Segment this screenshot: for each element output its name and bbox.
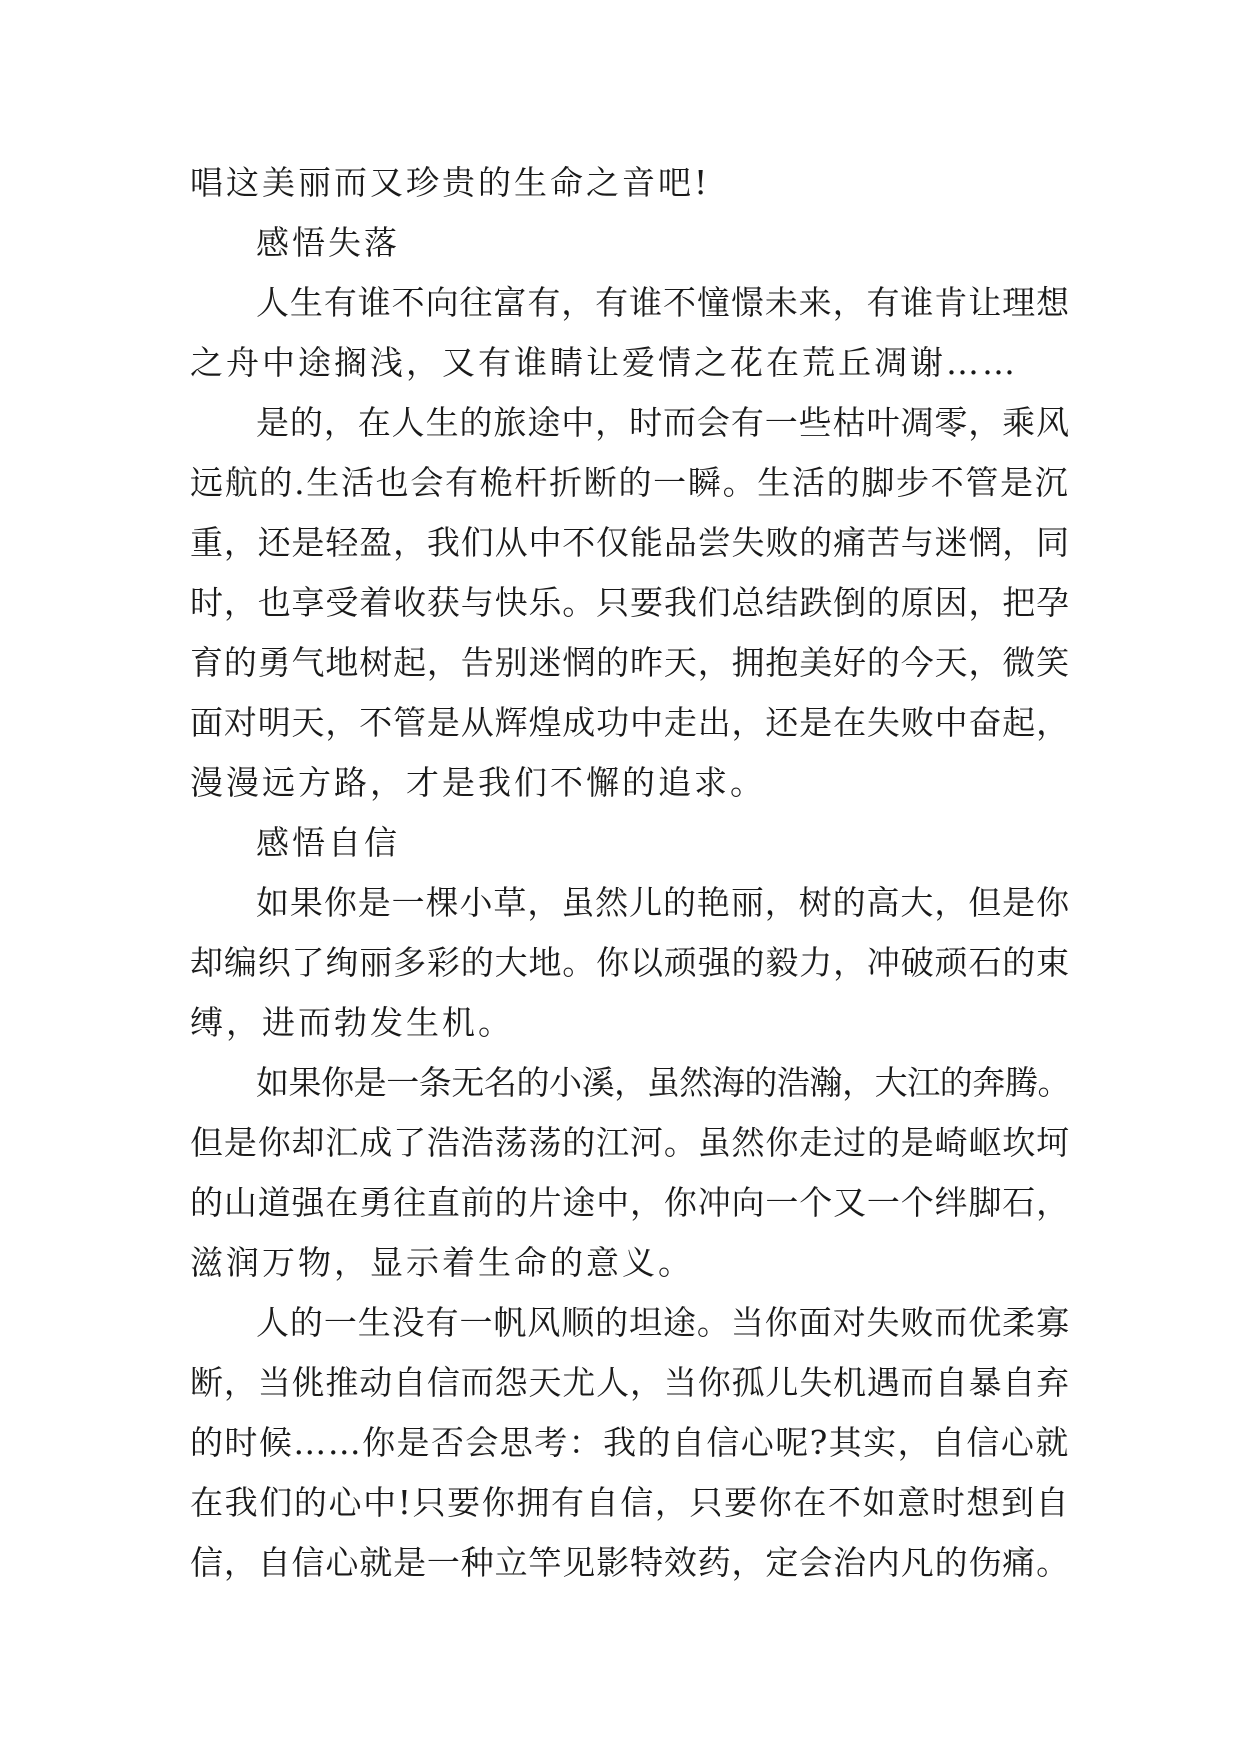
text-line: 如果你是一条无名的小溪，虽然海的浩瀚，大江的奔腾。 bbox=[256, 1063, 1071, 1102]
section-heading: 感悟失落 bbox=[256, 223, 400, 262]
text-line: 缚，进而勃发生机。 bbox=[190, 1003, 514, 1042]
text-line: 育的勇气地树起，告别迷惘的昨天，拥抱美好的今天，微笑 bbox=[190, 643, 1070, 682]
text-line: 人生有谁不向往富有，有谁不憧憬未来，有谁肯让理想 bbox=[256, 283, 1070, 322]
text-line: 的时候……你是否会思考：我的自信心呢?其实，自信心就 bbox=[190, 1423, 1070, 1462]
text-line: 时，也享受着收获与快乐。只要我们总结跌倒的原因，把孕 bbox=[190, 583, 1070, 622]
text-line: 重，还是轻盈，我们从中不仅能品尝失败的痛苦与迷惘，同 bbox=[190, 523, 1070, 562]
text-line: 在我们的心中!只要你拥有自信，只要你在不如意时想到自 bbox=[190, 1483, 1071, 1522]
text-line: 滋润万物，显示着生命的意义。 bbox=[190, 1243, 694, 1282]
document-body bbox=[190, 153, 1070, 1593]
text-line: 面对明天，不管是从辉煌成功中走出，还是在失败中奋起， bbox=[190, 703, 1070, 742]
text-line: 唱这美丽而又珍贵的生命之音吧! bbox=[190, 163, 711, 202]
text-line: 信，自信心就是一种立竿见影特效药，定会治内凡的伤痛。 bbox=[190, 1543, 1070, 1582]
text-line: 是的，在人生的旅途中，时而会有一些枯叶凋零，乘风 bbox=[256, 403, 1070, 442]
text-line: 却编织了绚丽多彩的大地。你以顽强的毅力，冲破顽石的束 bbox=[190, 943, 1070, 982]
text-line: 断，当佻推动自信而怨天尤人，当你孤儿失机遇而自暴自弃 bbox=[190, 1363, 1070, 1402]
text-line: 漫漫远方路，才是我们不懈的追求。 bbox=[190, 763, 766, 802]
text-line: 的山道强在勇往直前的片途中，你冲向一个又一个绊脚石， bbox=[190, 1183, 1070, 1222]
text-line: 远航的.生活也会有桅杆折断的一瞬。生活的脚步不管是沉 bbox=[190, 463, 1070, 502]
section-heading: 感悟自信 bbox=[256, 823, 400, 862]
text-line: 如果你是一棵小草，虽然儿的艳丽，树的高大，但是你 bbox=[256, 883, 1070, 922]
text-line: 人的一生没有一帆风顺的坦途。当你面对失败而优柔寡 bbox=[256, 1303, 1070, 1342]
text-line: 之舟中途搁浅，又有谁睛让爱情之花在荒丘凋谢…… bbox=[190, 343, 1018, 382]
text-line: 但是你却汇成了浩浩荡荡的江河。虽然你走过的是崎岖坎坷 bbox=[190, 1123, 1070, 1162]
